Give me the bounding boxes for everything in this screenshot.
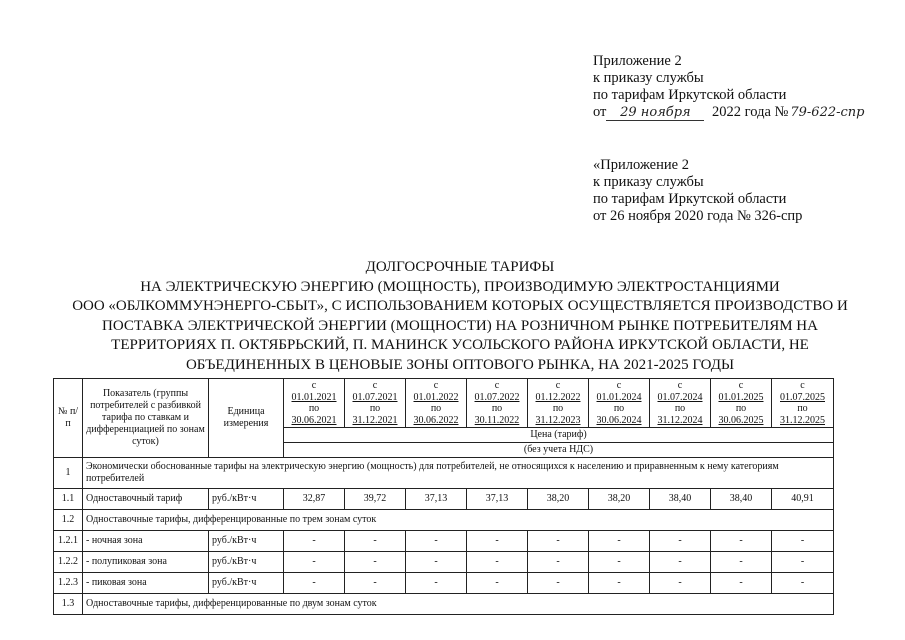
row-unit: руб./кВт·ч xyxy=(209,573,284,594)
row-num: 1.2.1 xyxy=(54,531,83,552)
appendix-new-line1: Приложение 2 xyxy=(593,53,682,69)
tariff-value: 38,20 xyxy=(589,489,650,510)
period-header: с 01.07.2022 по 30.11.2022 xyxy=(467,379,528,428)
tariff-value: 32,87 xyxy=(284,489,345,510)
row-name: - полупиковая зона xyxy=(83,552,209,573)
tariff-value: - xyxy=(467,573,528,594)
appendix-new-header xyxy=(593,53,864,121)
tariff-value: - xyxy=(772,531,834,552)
tariff-value: - xyxy=(528,552,589,573)
row-section-text: Одноставочные тарифы, дифференцированные по двум зонам суток xyxy=(83,594,834,615)
tariff-value: - xyxy=(345,573,406,594)
tariff-value: - xyxy=(772,573,834,594)
table-row xyxy=(54,458,834,489)
row-num: 1.2 xyxy=(54,510,83,531)
row-num: 1.1 xyxy=(54,489,83,510)
title-line-4: ПОСТАВКА ЭЛЕКТРИЧЕСКОЙ ЭНЕРГИИ (МОЩНОСТИ) НА РОЗНИЧНОМ РЫНКЕ ПОТРЕБИТЕЛЯМ НА xyxy=(102,317,818,334)
tariff-value: - xyxy=(345,531,406,552)
tariff-value: - xyxy=(284,531,345,552)
table-row xyxy=(54,552,834,573)
row-section-text: Одноставочные тарифы, дифференцированные по трем зонам суток xyxy=(83,510,834,531)
header-num: № п/п xyxy=(54,379,83,458)
appendix-old-line4: от 26 ноября 2020 года № 326-спр xyxy=(593,208,803,224)
tariff-value: 38,20 xyxy=(528,489,589,510)
appendix-new-line3: по тарифам Иркутской области xyxy=(593,87,787,103)
appendix-old-line1: «Приложение 2 xyxy=(593,157,689,173)
title-line-3: ООО «ОБЛКОММУНЭНЕРГО-СБЫТ», С ИСПОЛЬЗОВАНИЕМ КОТОРЫХ ОСУЩЕСТВЛЯЕТСЯ ПРОИЗВОДСТВО И xyxy=(72,298,848,314)
tariff-value: - xyxy=(345,552,406,573)
tariff-value: 37,13 xyxy=(406,489,467,510)
row-num: 1.2.3 xyxy=(54,573,83,594)
tariff-value: - xyxy=(650,573,711,594)
table-row xyxy=(54,489,834,510)
row-name: - ночная зона xyxy=(83,531,209,552)
document-title xyxy=(60,258,860,375)
table-header-row xyxy=(54,379,834,428)
tariff-value: - xyxy=(711,531,772,552)
period-header: с 01.07.2024 по 31.12.2024 xyxy=(650,379,711,428)
tariff-value: - xyxy=(589,531,650,552)
tariff-value: - xyxy=(467,552,528,573)
header-price: Цена (тариф) xyxy=(284,428,834,443)
appendix-new-line4 xyxy=(593,104,864,121)
table-row xyxy=(54,573,834,594)
tariff-value: - xyxy=(589,552,650,573)
tariff-value: - xyxy=(772,552,834,573)
period-header: с 01.07.2021 по 31.12.2021 xyxy=(345,379,406,428)
tariff-value: - xyxy=(406,573,467,594)
row-num: 1.3 xyxy=(54,594,83,615)
tariff-value: - xyxy=(711,552,772,573)
handwritten-order-number: 79-622-спр xyxy=(790,105,865,120)
tariff-value: - xyxy=(406,552,467,573)
title-line-6: ОБЪЕДИНЕННЫХ В ЦЕНОВЫЕ ЗОНЫ ОПТОВОГО РЫНКА, НА 2021-2025 ГОДЫ xyxy=(185,356,735,373)
row-unit: руб./кВт·ч xyxy=(209,489,284,510)
tariff-value: - xyxy=(589,573,650,594)
row-num: 1 xyxy=(54,458,83,489)
row-unit: руб./кВт·ч xyxy=(209,531,284,552)
table-row xyxy=(54,594,834,615)
tariff-value: 37,13 xyxy=(467,489,528,510)
tariff-value: 38,40 xyxy=(650,489,711,510)
row-section-text: Экономически обоснованные тарифы на электрическую энергию (мощность) для потребителей, не относящихся к населению и приравненным к нему категориям потребителей xyxy=(83,458,834,489)
appendix-old-line3: по тарифам Иркутской области xyxy=(593,191,787,207)
row-name: - пиковая зона xyxy=(83,573,209,594)
appendix-new-prefix: от xyxy=(593,104,607,120)
period-header: с 01.12.2022 по 31.12.2023 xyxy=(528,379,589,428)
handwritten-date: 29 ноября xyxy=(606,106,704,121)
tariff-value: 40,91 xyxy=(772,489,834,510)
tariff-value: - xyxy=(467,531,528,552)
period-header: с 01.01.2022 по 30.06.2022 xyxy=(406,379,467,428)
row-name: Одноставочный тариф xyxy=(83,489,209,510)
appendix-old-line2: к приказу службы xyxy=(593,174,704,190)
title-line-2: НА ЭЛЕКТРИЧЕСКУЮ ЭНЕРГИЮ (МОЩНОСТЬ), ПРОИЗВОДИМУЮ ЭЛЕКТРОСТАНЦИЯМИ xyxy=(140,278,780,295)
header-vat: (без учета НДС) xyxy=(284,443,834,458)
appendix-new-year: 2022 года № xyxy=(712,104,789,120)
appendix-old-header xyxy=(593,157,802,225)
title-line-5: ТЕРРИТОРИЯХ П. ОКТЯБРЬСКИЙ, П. МАНИНСК УСОЛЬСКОГО РАЙОНА ИРКУТСКОЙ ОБЛАСТИ, НЕ xyxy=(111,337,809,353)
tariff-value: 38,40 xyxy=(711,489,772,510)
tariff-value: - xyxy=(284,573,345,594)
tariff-value: 39,72 xyxy=(345,489,406,510)
appendix-new-line2: к приказу службы xyxy=(593,70,704,86)
period-header: с 01.01.2025 по 30.06.2025 xyxy=(711,379,772,428)
row-num: 1.2.2 xyxy=(54,552,83,573)
title-line-1: ДОЛГОСРОЧНЫЕ ТАРИФЫ xyxy=(365,259,555,275)
tariff-value: - xyxy=(406,531,467,552)
tariff-value: - xyxy=(650,531,711,552)
period-header: с 01.01.2024 по 30.06.2024 xyxy=(589,379,650,428)
period-header: с 01.01.2021 по 30.06.2021 xyxy=(284,379,345,428)
period-header: с 01.07.2025 по 31.12.2025 xyxy=(772,379,834,428)
tariff-value: - xyxy=(650,552,711,573)
header-indicator: Показатель (группы потребителей с разбивкой тарифа по ставкам и дифференциацией по зонам суток) xyxy=(83,379,209,458)
tariff-value: - xyxy=(711,573,772,594)
tariff-value: - xyxy=(528,573,589,594)
tariff-value: - xyxy=(528,531,589,552)
tariff-table xyxy=(53,378,834,615)
header-unit: Единица измерения xyxy=(209,379,284,458)
row-unit: руб./кВт·ч xyxy=(209,552,284,573)
table-row xyxy=(54,531,834,552)
tariff-value: - xyxy=(284,552,345,573)
table-row xyxy=(54,510,834,531)
